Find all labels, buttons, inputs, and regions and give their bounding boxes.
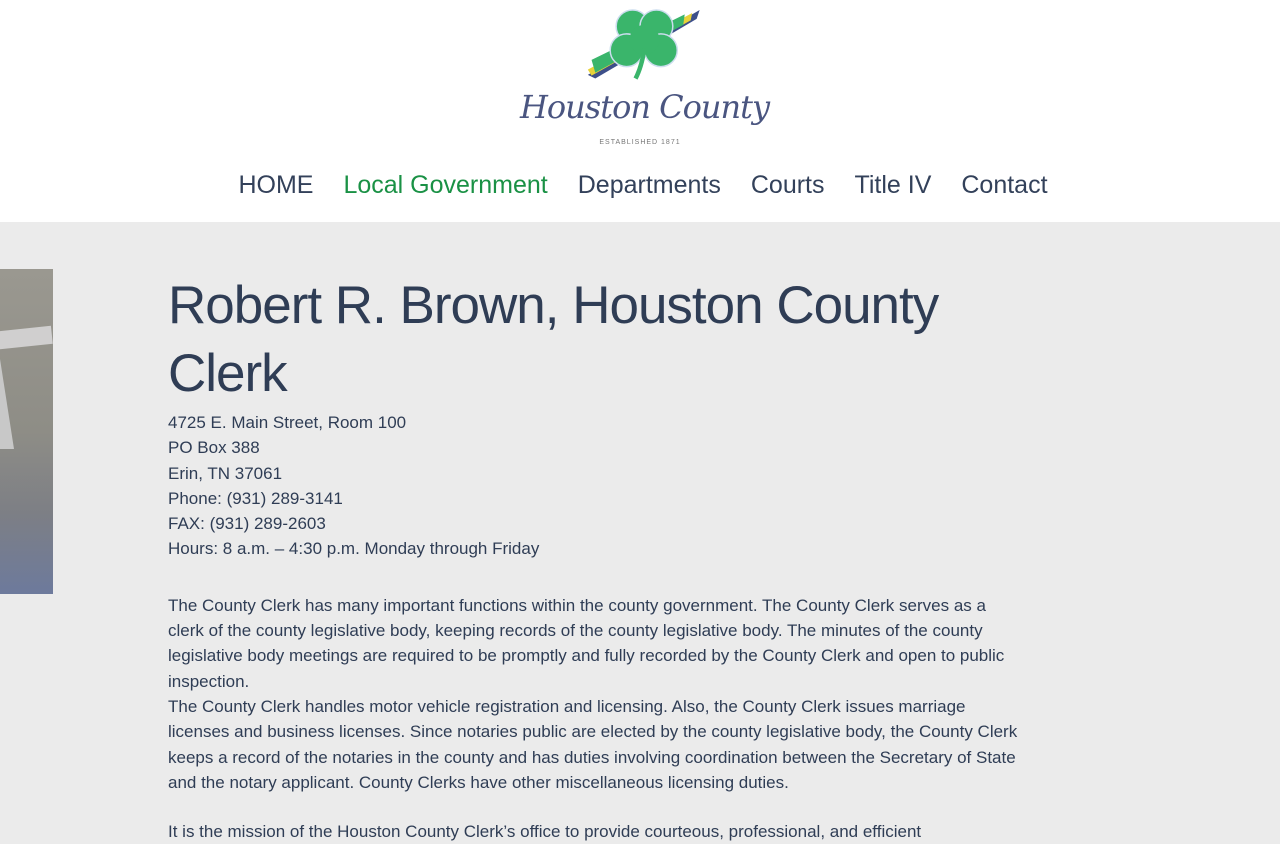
paragraph: The County Clerk handles motor vehicle registration and licensing. Also, the County Clerk issues marriage licenses and business licenses. Since notaries public are elected by the county legislative body, the County Clerk keeps a record of the notaries in the county and has duties involving coordination between the Secretary of State and the notary applicant. County Clerks have other miscellaneous licensing duties. [168, 696, 1018, 792]
hours: Hours: 8 a.m. – 4:30 p.m. Monday through Friday [168, 539, 540, 559]
content [168, 272, 1068, 844]
photo-star [0, 359, 14, 449]
houston-county-logo[interactable] [520, 4, 770, 154]
nav-courts[interactable]: Courts [750, 171, 825, 199]
nav-title-iv[interactable]: Title IV [854, 171, 932, 199]
nav-home[interactable]: HOME [238, 171, 314, 199]
city-state-zip: Erin, TN 37061 [168, 463, 283, 483]
po-box: PO Box 388 [168, 438, 260, 458]
nav-contact[interactable]: Contact [961, 171, 1048, 199]
main-nav [0, 168, 1280, 202]
fax: FAX: (931) 289-2603 [168, 514, 326, 534]
site-header [0, 0, 1280, 222]
logo-established: ESTABLISHED 1871 [599, 139, 681, 146]
phone: Phone: (931) 289-3141 [168, 488, 343, 508]
shamrock-icon [530, 4, 750, 86]
paragraph: It is the mission of the Houston County Clerk’s office to provide courteous, professional, and efficient [168, 822, 922, 842]
page-title: Robert R. Brown, Houston County Clerk [168, 276, 939, 403]
contact-info [168, 410, 1068, 562]
logo-text: Houston County [520, 88, 770, 126]
address-line: 4725 E. Main Street, Room 100 [168, 413, 407, 432]
nav-local-government[interactable]: Local Government [343, 171, 548, 199]
photo-badge [0, 326, 53, 350]
clerk-photo [0, 269, 53, 594]
nav-departments[interactable]: Departments [577, 171, 721, 199]
paragraph: The County Clerk has many important functions within the county government. The County Clerk serves as a clerk of the county legislative body, keeping records of the county legislative body. The minutes of the county legislative body meetings are required to be promptly and fully recorded by the County Clerk and open to public inspection. [168, 595, 1005, 691]
